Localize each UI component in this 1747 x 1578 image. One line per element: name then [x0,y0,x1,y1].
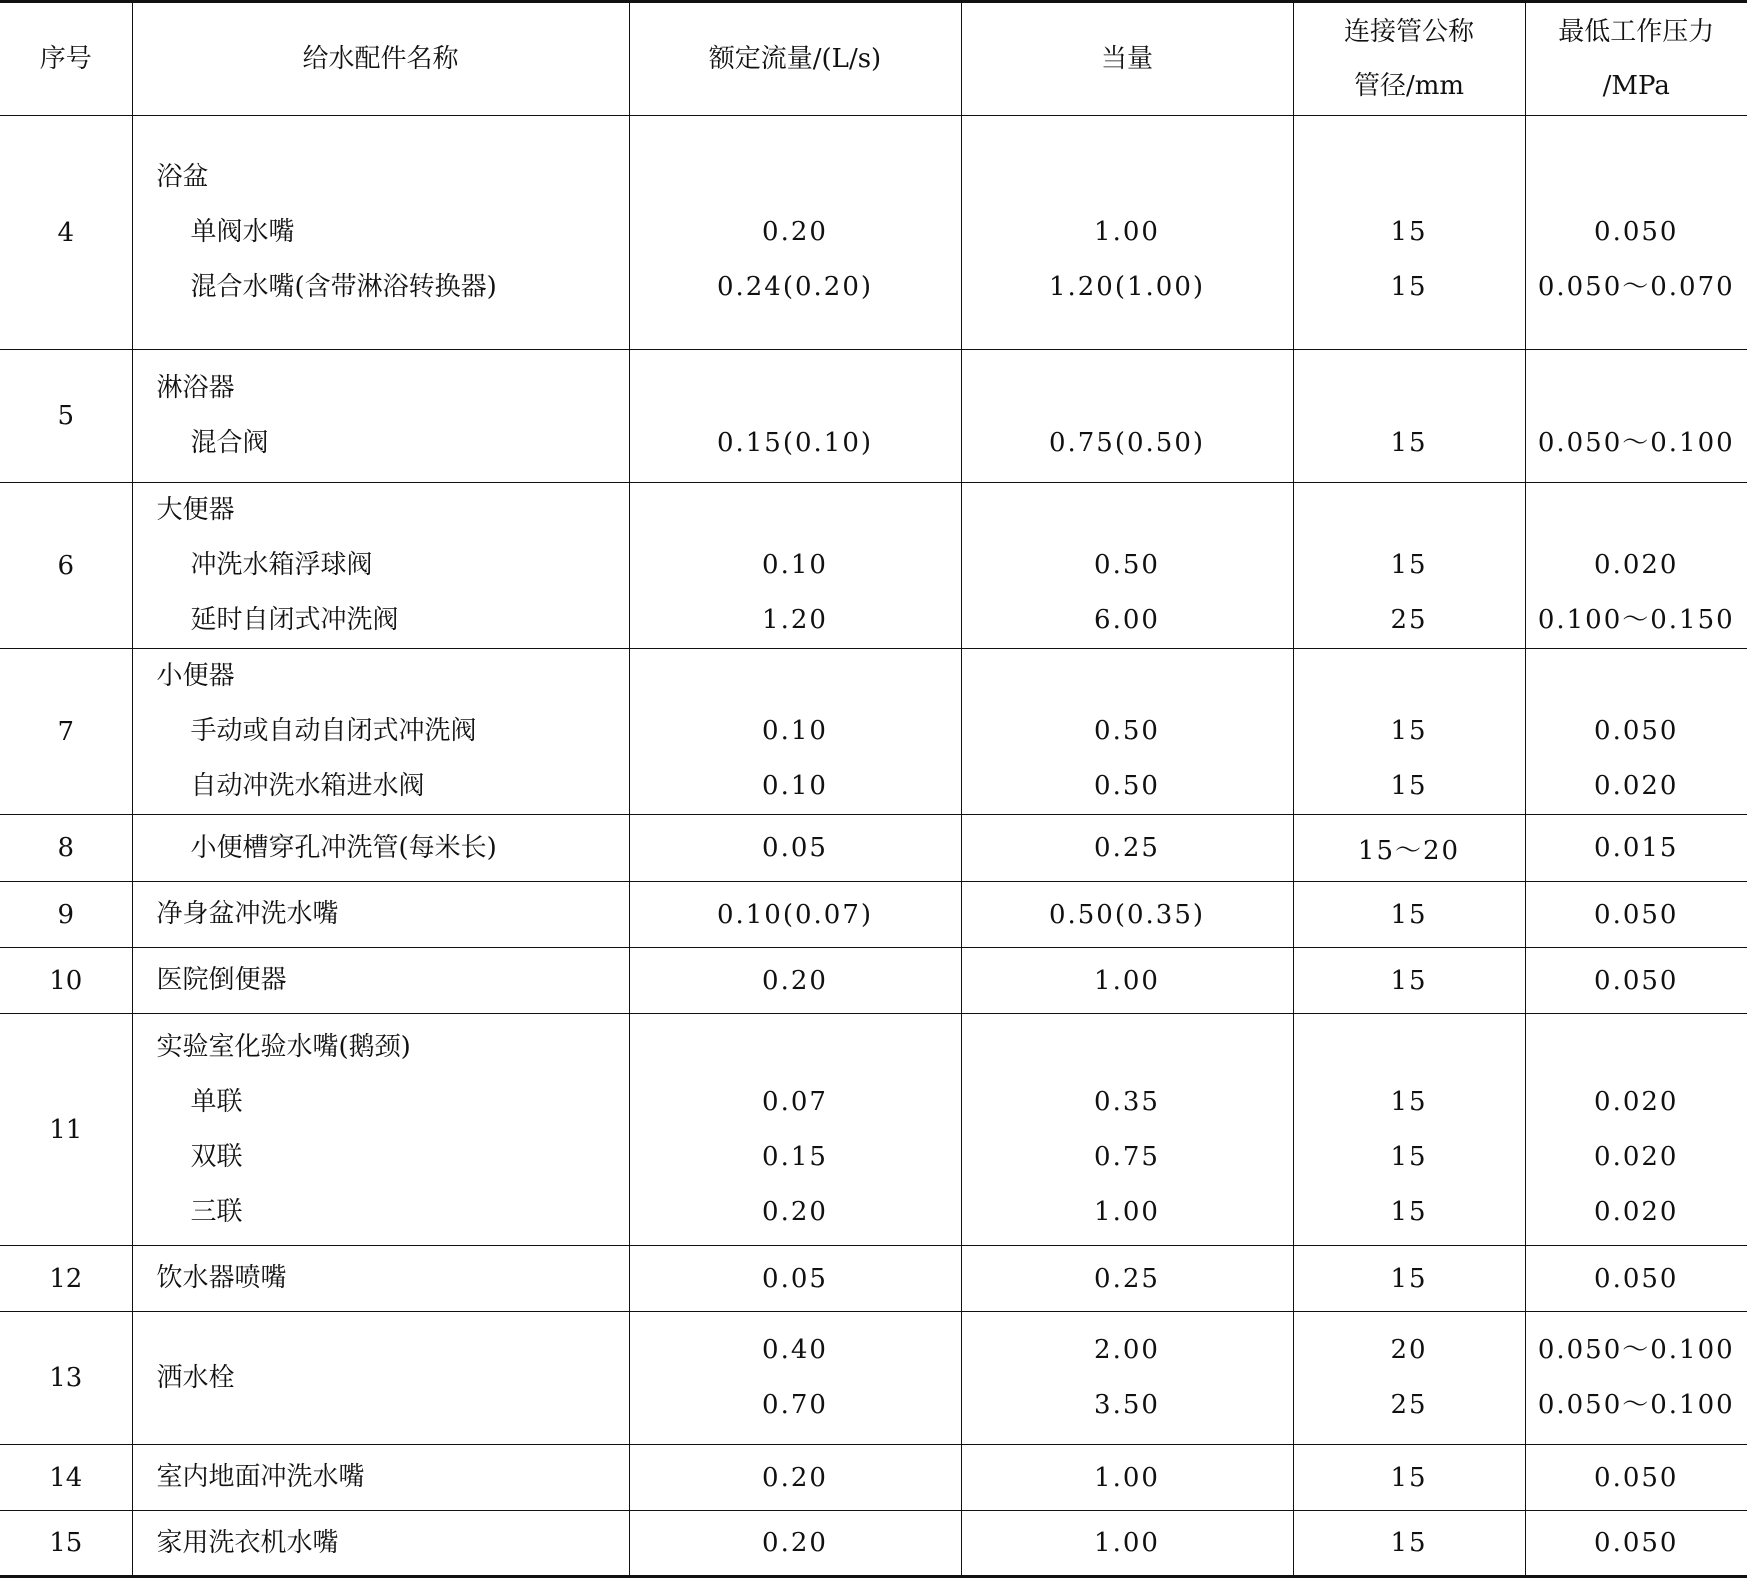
row-dia: 15 [1293,1445,1525,1511]
row-name: 净身盆冲洗水嘴 [156,899,339,929]
row-dia-cell [1293,1312,1525,1445]
row-pressure: 0.020 [1594,550,1679,580]
row-flow-cell [629,116,961,350]
row-equiv: 1.00 [961,1511,1293,1577]
row-dia-cell [1293,649,1525,815]
row-dia: 15 [1293,1511,1525,1577]
row-flow: 0.20 [629,948,961,1014]
row-name-cell [132,1014,629,1246]
row-equiv: 1.00 [961,1445,1293,1511]
row-index: 15 [0,1511,132,1577]
row-index: 5 [0,350,132,483]
row-name: 医院倒便器 [156,965,287,995]
table-row-11 [0,1014,1747,1246]
row-dia: 15 [1390,771,1428,801]
row-equiv: 0.50 [1094,550,1160,580]
row-title: 浴盆 [156,162,209,192]
row-equiv: 0.50 [1094,716,1160,746]
row-dia: 15 [1293,948,1525,1014]
row-index: 11 [0,1014,132,1246]
table-row-14 [0,1445,1747,1511]
row-name-cell [132,815,629,882]
row-index: 14 [0,1445,132,1511]
row-name-cell [132,116,629,350]
row-pressure: 0.050～0.100 [1537,428,1735,458]
row-flow: 0.10 [762,550,828,580]
row-subitem-name: 混合水嘴(含带淋浴转换器) [190,272,497,302]
table-row-6 [0,483,1747,649]
row-flow: 0.24(0.20) [716,272,874,302]
row-flow: 0.40 [762,1335,828,1365]
row-name-cell [132,1445,629,1511]
table-row-7 [0,649,1747,815]
row-pressure: 0.020 [1594,771,1679,801]
row-pressure: 0.050 [1525,1246,1747,1312]
row-flow: 0.15 [762,1141,828,1172]
row-equiv: 1.00 [961,948,1293,1014]
row-dia: 15 [1293,882,1525,948]
row-pressure: 0.050～0.100 [1537,1390,1735,1420]
row-subitem-name: 单阀水嘴 [190,217,295,247]
header-flow: 额定流量/(L/s) [629,2,961,116]
row-dia: 25 [1390,1390,1428,1420]
row-equiv: 0.75 [1094,1141,1160,1172]
header-diameter [1293,2,1525,116]
row-pressure-cell [1525,649,1747,815]
row-index: 8 [0,815,132,882]
row-name: 家用洗衣机水嘴 [156,1527,339,1558]
table-row-10 [0,948,1747,1014]
row-equiv: 3.50 [1094,1390,1160,1420]
row-subitem-name: 延时自闭式冲洗阀 [190,605,399,635]
row-pressure-cell [1525,116,1747,350]
row-flow: 0.10 [762,716,828,746]
row-index: 6 [0,483,132,649]
row-subitem-name: 三联 [190,1196,243,1227]
row-flow: 1.20 [762,605,828,635]
row-flow: 0.70 [762,1390,828,1420]
row-flow: 0.05 [629,1246,961,1312]
row-flow: 0.15(0.10) [716,428,874,458]
row-pressure: 0.100～0.150 [1537,605,1735,635]
row-dia-cell [1293,116,1525,350]
row-dia: 15 [1390,1141,1428,1172]
row-equiv: 0.75(0.50) [1048,428,1206,458]
row-dia: 25 [1390,605,1428,635]
header-equiv: 当量 [961,2,1293,116]
table-row-12 [0,1246,1747,1312]
row-subitem-name: 双联 [190,1141,243,1172]
row-pressure: 0.020 [1594,1196,1679,1227]
row-flow: 0.07 [762,1086,828,1117]
row-dia: 15 [1390,550,1428,580]
header-diameter-line2: 管径/mm [1353,71,1465,101]
row-index: 9 [0,882,132,948]
row-title: 小便器 [156,661,235,691]
table-row-8 [0,815,1747,882]
row-pressure-cell [1525,483,1747,649]
row-equiv: 6.00 [1094,605,1160,635]
row-dia-cell [1293,350,1525,483]
row-pressure: 0.050～0.070 [1537,272,1735,302]
row-flow: 0.05 [629,815,961,882]
row-index: 13 [0,1312,132,1445]
row-pressure: 0.050 [1525,882,1747,948]
row-name-cell [132,1511,629,1577]
row-title: 实验室化验水嘴(鹅颈) [156,1031,411,1062]
row-equiv-cell [961,483,1293,649]
row-dia-cell [1293,1014,1525,1246]
row-dia: 15 [1390,716,1428,746]
row-dia: 15 [1390,272,1428,302]
row-flow-cell [629,483,961,649]
row-index: 4 [0,116,132,350]
row-equiv: 0.35 [1094,1086,1160,1117]
row-dia: 15 [1390,217,1428,247]
row-equiv: 0.25 [961,1246,1293,1312]
table-header-row [0,2,1747,116]
row-equiv-cell [961,649,1293,815]
row-dia: 15 [1293,1246,1525,1312]
row-flow: 0.10 [762,771,828,801]
row-name: 洒水栓 [156,1362,235,1393]
row-flow: 0.20 [762,1196,828,1227]
row-equiv: 0.50 [1094,771,1160,801]
table-row-4 [0,116,1747,350]
row-flow-cell [629,350,961,483]
row-name: 室内地面冲洗水嘴 [156,1462,365,1492]
row-flow-cell [629,1312,961,1445]
row-equiv: 0.50(0.35) [961,882,1293,948]
header-index: 序号 [0,2,132,116]
row-pressure-cell [1525,350,1747,483]
header-pressure-line1: 最低工作压力 [1558,17,1715,47]
row-name-cell [132,350,629,483]
row-flow: 0.20 [629,1445,961,1511]
row-pressure: 0.050～0.100 [1537,1335,1735,1365]
row-equiv: 2.00 [1094,1335,1160,1365]
row-subitem-name: 手动或自动自闭式冲洗阀 [190,716,477,746]
row-equiv-cell [961,350,1293,483]
row-index: 10 [0,948,132,1014]
row-name-cell [132,649,629,815]
row-name-cell [132,948,629,1014]
table-row-9 [0,882,1747,948]
row-flow: 0.20 [629,1511,961,1577]
row-equiv: 1.00 [1094,217,1160,247]
row-dia-cell [1293,483,1525,649]
row-subitem-name: 自动冲洗水箱进水阀 [190,771,425,801]
row-subitem-name: 单联 [190,1086,243,1117]
row-index: 12 [0,1246,132,1312]
row-name-cell [132,882,629,948]
row-flow: 0.20 [762,217,828,247]
row-flow: 0.10(0.07) [629,882,961,948]
row-pressure: 0.020 [1594,1141,1679,1172]
header-diameter-line1: 连接管公称 [1343,17,1474,47]
row-pressure: 0.050 [1525,1511,1747,1577]
row-dia: 15 [1390,428,1428,458]
row-flow-cell [629,649,961,815]
row-dia: 15～20 [1293,815,1525,882]
row-pressure-cell [1525,1014,1747,1246]
row-flow-cell [629,1014,961,1246]
row-pressure: 0.015 [1525,815,1747,882]
table-row-15 [0,1511,1747,1577]
row-index: 7 [0,649,132,815]
row-title: 大便器 [156,495,235,525]
row-name-cell [132,1312,629,1445]
row-dia: 15 [1390,1196,1428,1227]
row-name-cell [132,1246,629,1312]
row-name-cell [132,483,629,649]
row-pressure: 0.050 [1525,948,1747,1014]
row-equiv: 1.20(1.00) [1048,272,1206,302]
row-pressure: 0.050 [1525,1445,1747,1511]
header-pressure-line2: /MPa [1602,71,1670,101]
table-row-13 [0,1312,1747,1445]
header-name: 给水配件名称 [132,2,629,116]
table-row-5 [0,350,1747,483]
row-equiv-cell [961,1014,1293,1246]
row-equiv-cell [961,1312,1293,1445]
row-subitem-name: 混合阀 [190,428,269,458]
row-equiv-cell [961,116,1293,350]
row-equiv: 0.25 [961,815,1293,882]
row-title: 淋浴器 [156,373,235,403]
row-name: 饮水器喷嘴 [156,1263,287,1293]
row-pressure-cell [1525,1312,1747,1445]
row-equiv: 1.00 [1094,1196,1160,1227]
row-name: 小便槽穿孔冲洗管(每米长) [190,832,497,863]
row-dia: 20 [1390,1335,1428,1365]
row-pressure: 0.050 [1594,716,1679,746]
header-pressure [1525,2,1747,116]
row-pressure: 0.020 [1594,1086,1679,1117]
row-pressure: 0.050 [1594,217,1679,247]
row-subitem-name: 冲洗水箱浮球阀 [190,550,373,580]
row-dia: 15 [1390,1086,1428,1117]
